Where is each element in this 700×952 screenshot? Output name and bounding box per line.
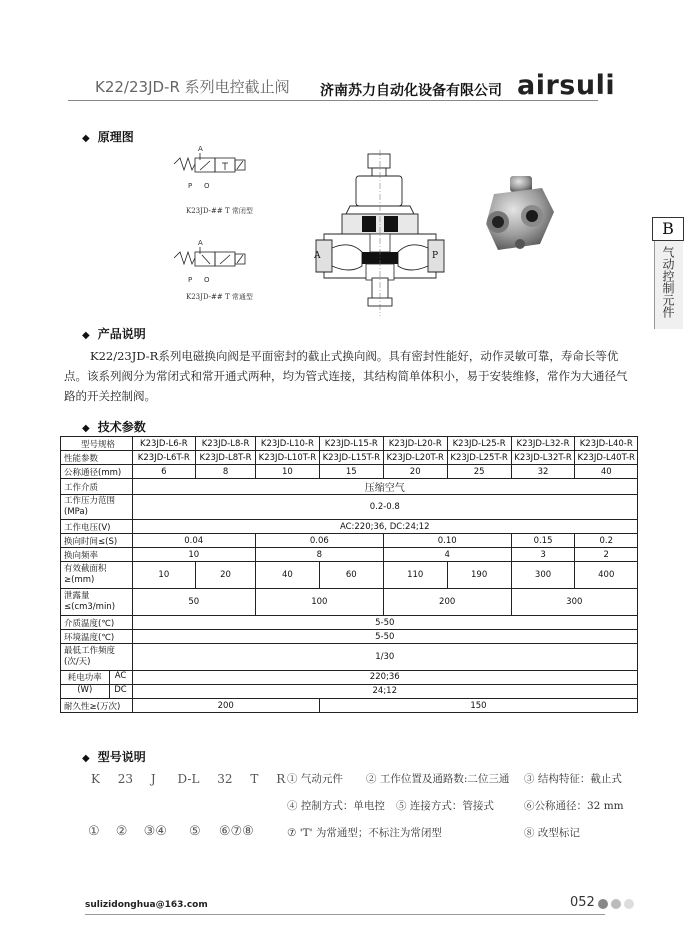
- row-label: 换向时间≤(S): [61, 534, 133, 548]
- table-cell: 150: [319, 699, 637, 713]
- no-caption: K23JD-## T 常通型: [186, 293, 253, 301]
- table-cell: 压缩空气: [132, 479, 637, 495]
- table-cell: 5-50: [132, 630, 637, 644]
- model-cell: K23JD-L6-R: [132, 437, 196, 451]
- table-cell: 1/30: [132, 644, 637, 671]
- model-cell: K23JD-L8-R: [196, 437, 256, 451]
- table-row: [61, 589, 638, 616]
- table-cell: 0.2: [575, 534, 638, 548]
- table-cell: 32: [511, 465, 575, 479]
- svg-text:P: P: [188, 182, 193, 190]
- table-cell: 20: [196, 562, 256, 589]
- model-cell: K23JD-L8T-R: [196, 451, 256, 465]
- table-cell: 190: [447, 562, 511, 589]
- header-divider: [68, 100, 598, 101]
- power-label-cell: 耗电功率 AC (W) DC: [61, 671, 133, 699]
- diamond-bullet-icon: ◆: [82, 423, 90, 434]
- diamond-bullet-icon: ◆: [82, 330, 90, 341]
- table-cell: 200: [383, 589, 511, 616]
- table-row: [61, 437, 638, 451]
- row-label: 介质温度(℃): [61, 616, 133, 630]
- table-cell: 400: [575, 562, 638, 589]
- model-cell: K23JD-L32-R: [511, 437, 575, 451]
- table-cell: 2: [575, 548, 638, 562]
- table-cell: 40: [575, 465, 638, 479]
- power-value-cell: 220;36 24;12: [132, 671, 637, 699]
- model-number-markers: ① ② ③④ ⑤ ⑥⑦⑧: [88, 824, 254, 839]
- model-cell: K23JD-L15-R: [319, 437, 383, 451]
- row-label: 环境温度(℃): [61, 630, 133, 644]
- model-note-3: ③ 结构特征：截止式: [524, 773, 622, 785]
- table-cell: 8: [196, 465, 256, 479]
- section-product-heading: ◆ 产品说明: [82, 327, 146, 341]
- model-note-4: ④ 控制方式：单电控: [287, 800, 385, 812]
- table-cell: 5-50: [132, 616, 637, 630]
- row-label: 公称通径(mm): [61, 465, 133, 479]
- table-cell: 100: [255, 589, 383, 616]
- symbol-diagram-normally-open: [170, 236, 270, 296]
- table-cell: 300: [511, 589, 637, 616]
- table-cell: 110: [383, 562, 447, 589]
- model-cell: K23JD-L10-R: [255, 437, 319, 451]
- page-number: 052: [570, 895, 595, 910]
- table-row: [61, 479, 638, 495]
- model-note-2: ② 工作位置及通路数:二位三通: [366, 773, 510, 785]
- valve-cross-section-drawing: [310, 148, 450, 318]
- table-row: [61, 451, 638, 465]
- model-cell: K23JD-L20T-R: [383, 451, 447, 465]
- row-label: 泄露量 ≤(cm3/min): [61, 589, 133, 616]
- table-cell: 6: [132, 465, 196, 479]
- row-label: 工作电压(V): [61, 520, 133, 534]
- model-cell: K23JD-L40-R: [575, 437, 638, 451]
- diamond-bullet-icon: ◆: [82, 133, 90, 144]
- footer-email: sulizidonghua@163.com: [85, 900, 208, 910]
- page-dot-icon: [624, 899, 634, 909]
- row-label: 有效截面积 ≥(mm): [61, 562, 133, 589]
- table-cell: 0.2-0.8: [132, 495, 637, 520]
- table-row: [61, 671, 638, 699]
- table-row: [61, 495, 638, 520]
- svg-text:P: P: [188, 276, 193, 284]
- model-cell: K23JD-L32T-R: [511, 451, 575, 465]
- table-cell: 0.10: [383, 534, 511, 548]
- table-cell: 0.06: [255, 534, 383, 548]
- model-cell: K23JD-L6T-R: [132, 451, 196, 465]
- diamond-bullet-icon: ◆: [82, 753, 90, 764]
- corner-top-label: 型号规格: [61, 437, 133, 451]
- table-cell: 60: [319, 562, 383, 589]
- side-tab-text: 气动控制元件: [661, 246, 675, 318]
- side-tab-letter: B: [652, 217, 684, 241]
- model-cell: K23JD-L10T-R: [255, 451, 319, 465]
- table-cell: 300: [511, 562, 575, 589]
- table-cell: 0.15: [511, 534, 575, 548]
- table-row: [61, 630, 638, 644]
- model-cell: K23JD-L15T-R: [319, 451, 383, 465]
- model-note-6: ⑥公称通径：32 mm: [524, 800, 624, 812]
- page-header-title: K22/23JD-R 系列电控截止阀: [95, 78, 290, 96]
- table-cell: 0.04: [132, 534, 255, 548]
- table-cell: 10: [132, 562, 196, 589]
- corner-bottom-label: 性能参数: [61, 451, 133, 465]
- model-note-8: ⑧ 改型标记: [524, 827, 580, 839]
- table-row: [61, 699, 638, 713]
- table-row: [61, 616, 638, 630]
- model-cell: K23JD-L20-R: [383, 437, 447, 451]
- footer-divider: [85, 914, 605, 915]
- table-cell: 10: [255, 465, 319, 479]
- model-code: K 23 J D-L 32 T R: [91, 772, 286, 786]
- company-name: 济南苏力自动化设备有限公司: [320, 83, 502, 99]
- table-cell: 8: [255, 548, 383, 562]
- table-row: [61, 548, 638, 562]
- model-cell: K23JD-L25-R: [447, 437, 511, 451]
- tech-spec-table: [60, 436, 638, 713]
- table-cell: 15: [319, 465, 383, 479]
- section-port-a: A: [314, 251, 321, 261]
- model-cell: K23JD-L40T-R: [575, 451, 638, 465]
- model-note-5: ⑤ 连接方式：管接式: [396, 800, 494, 812]
- table-cell: 200: [132, 699, 319, 713]
- table-row: [61, 534, 638, 548]
- section-model-heading: ◆ 型号说明: [82, 750, 146, 764]
- table-row: [61, 520, 638, 534]
- product-description: K22/23JD-R系列电磁换向阀是平面密封的截止式换向阀。具有密封性能好，动作灵敏可靠，寿命长等优点。该系列阀分为常闭式和常开通式两种，均为管式连接，其结构简单体积小，易于安装维修，常作为大通径气路的开关控制阀。: [64, 349, 628, 403]
- model-note-7: ⑦ 'T' 为常通型；不标注为常闭型: [287, 827, 442, 839]
- table-cell: 10: [132, 548, 255, 562]
- table-cell: 4: [383, 548, 511, 562]
- row-label: 耐久性≥(万次): [61, 699, 133, 713]
- table-row: [61, 465, 638, 479]
- table-cell: AC:220;36, DC:24;12: [132, 520, 637, 534]
- page-dot-icon: [611, 899, 621, 909]
- table-cell: 40: [255, 562, 319, 589]
- valve-product-photo: [480, 172, 560, 256]
- table-cell: 25: [447, 465, 511, 479]
- row-label: 换向频率: [61, 548, 133, 562]
- table-cell: 20: [383, 465, 447, 479]
- table-row: [61, 562, 638, 589]
- section-principle-heading: ◆ 原理图: [82, 130, 134, 144]
- section-tech-heading: ◆ 技术参数: [82, 420, 146, 434]
- row-label: 工作介质: [61, 479, 133, 495]
- table-cell: 3: [511, 548, 575, 562]
- nc-caption: K23JD-## T 常闭型: [186, 207, 253, 215]
- symbol-diagram-normally-closed: [170, 142, 270, 232]
- row-label: 最低工作频度 (次/天): [61, 644, 133, 671]
- model-cell: K23JD-L25T-R: [447, 451, 511, 465]
- svg-text:A: A: [198, 239, 203, 247]
- page-dot-icon: [598, 899, 608, 909]
- svg-text:A: A: [198, 145, 203, 153]
- svg-text:O: O: [204, 276, 210, 284]
- model-note-1: ① 气动元件: [287, 773, 343, 785]
- table-cell: 50: [132, 589, 255, 616]
- section-port-p: P: [432, 251, 439, 261]
- brand-logo: airsuli: [517, 70, 616, 101]
- svg-text:O: O: [204, 182, 210, 190]
- table-row: [61, 644, 638, 671]
- row-label: 工作压力范围 (MPa): [61, 495, 133, 520]
